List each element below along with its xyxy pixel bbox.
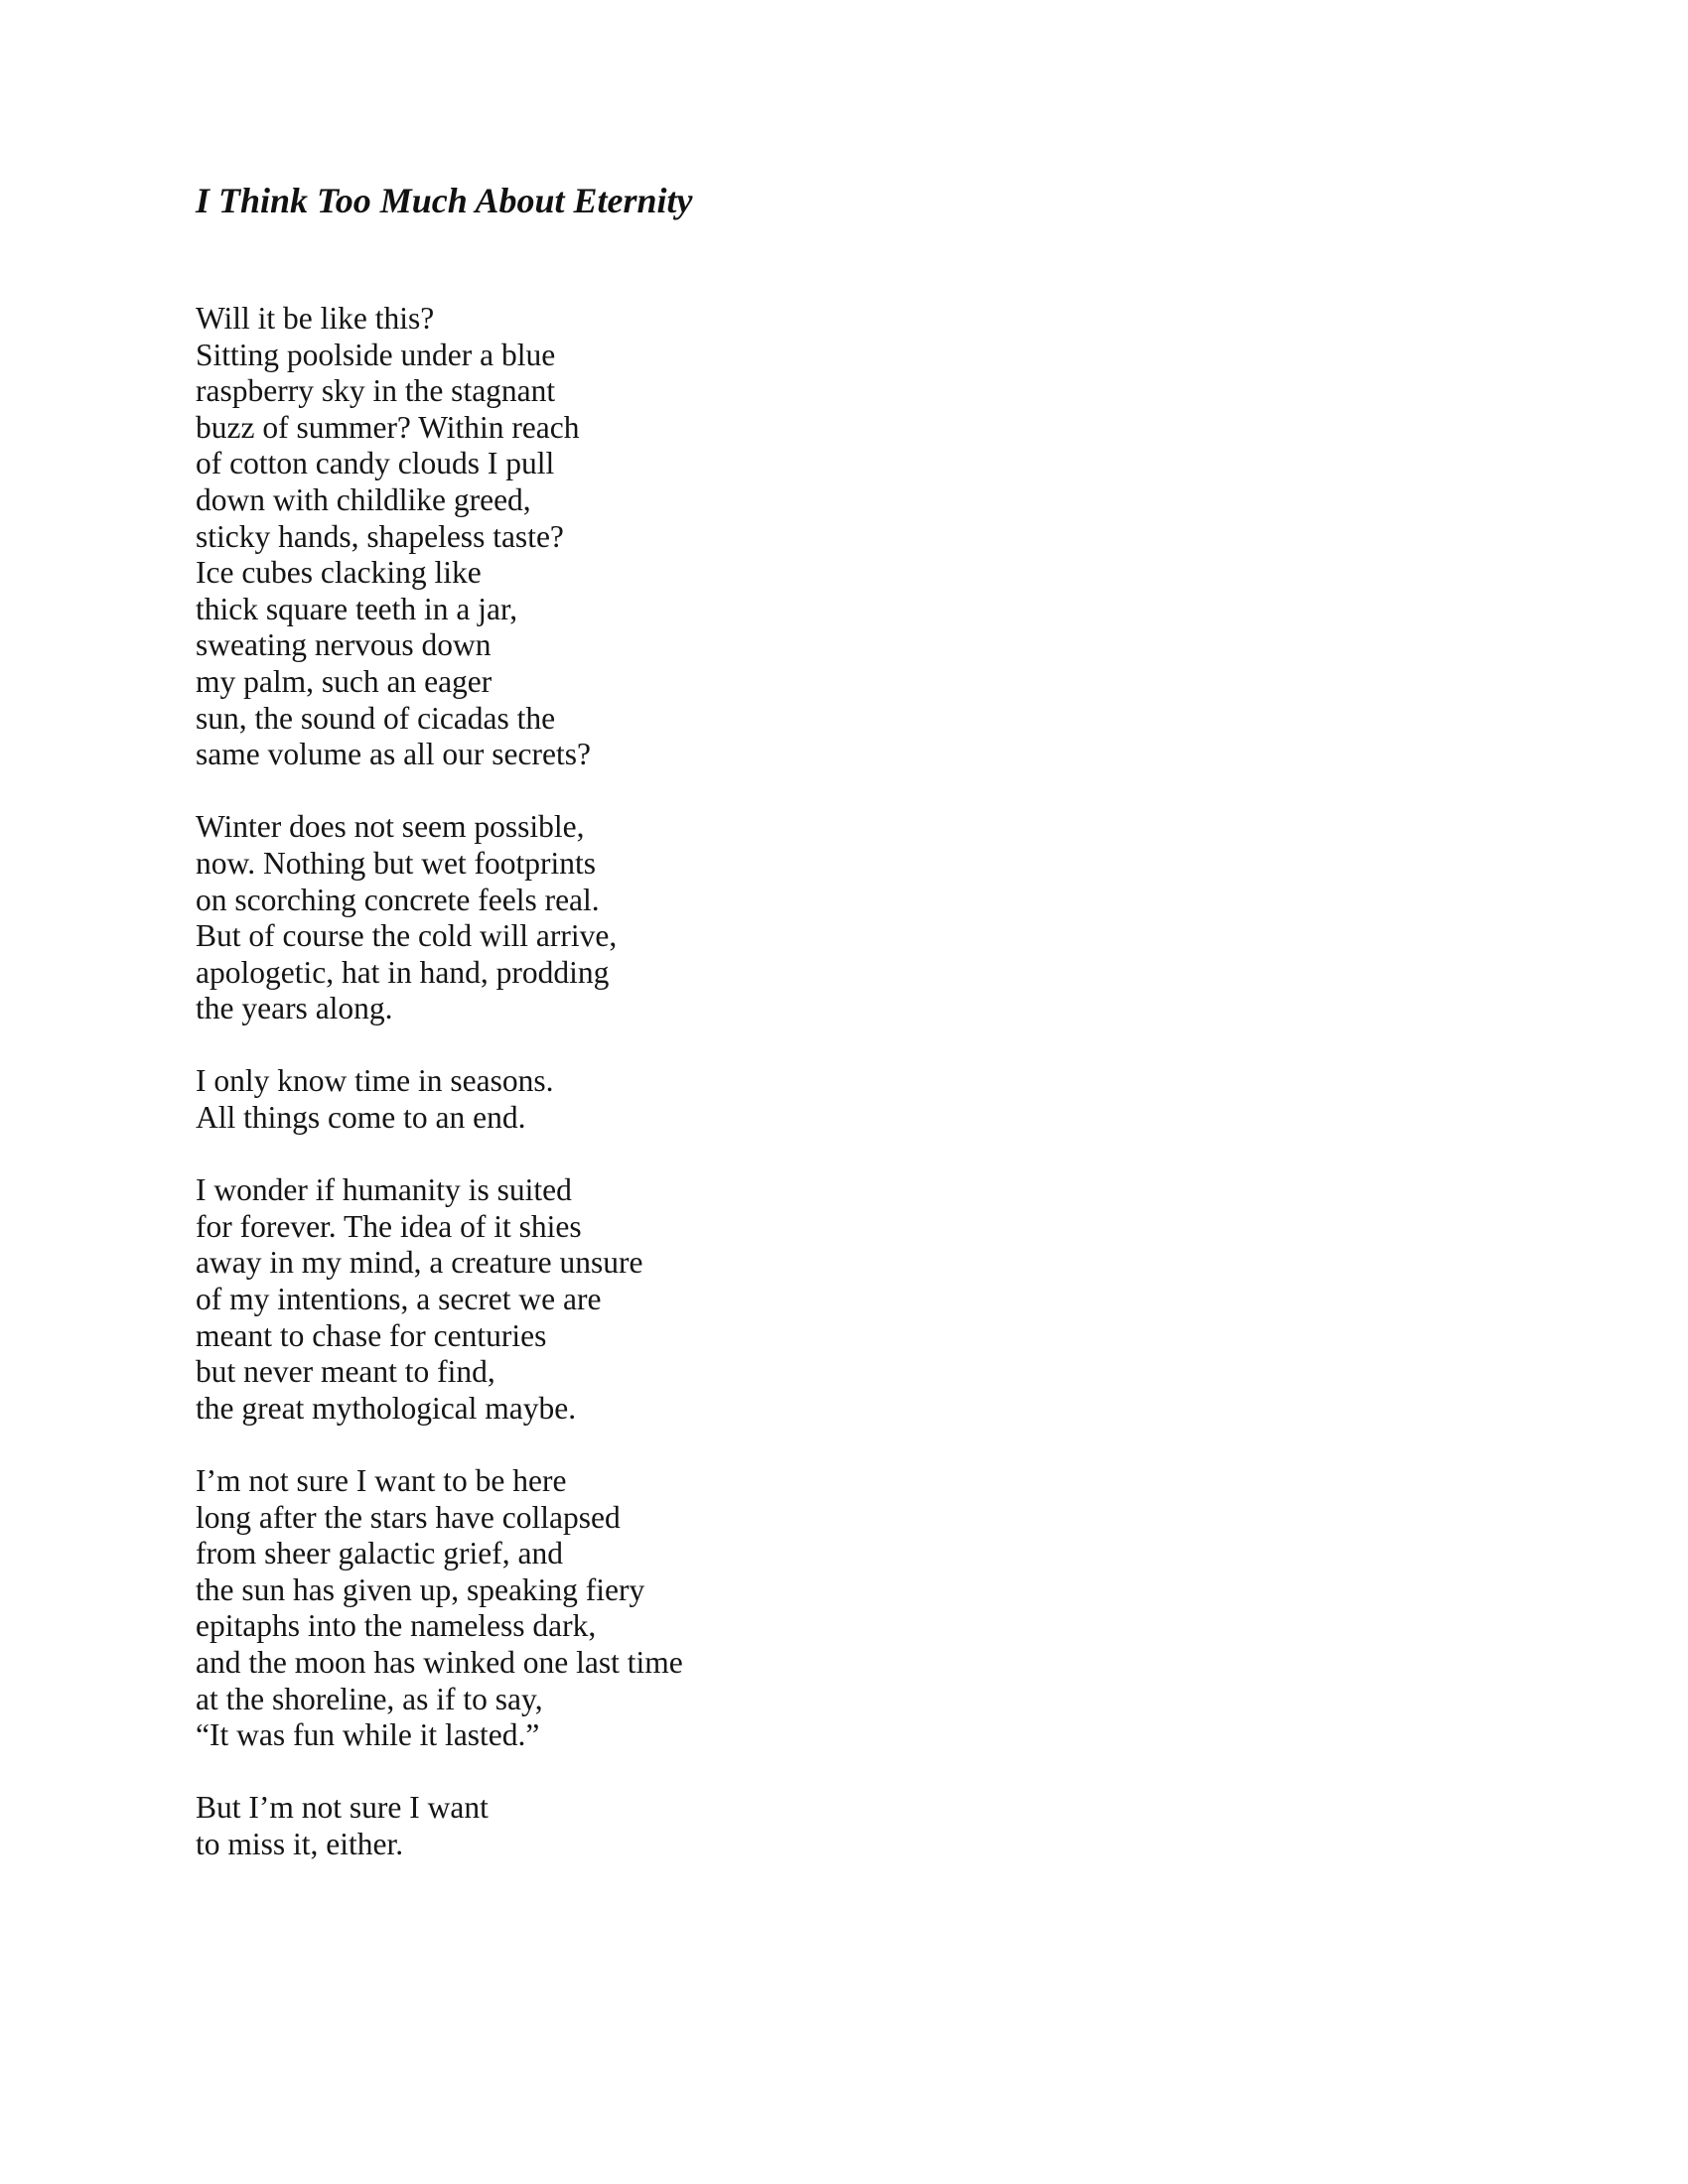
poem-line: and the moon has winked one last time (196, 1644, 683, 1680)
poem-line: the great mythological maybe. (196, 1390, 577, 1426)
poem-line: long after the stars have collapsed (196, 1499, 621, 1535)
poem-line: sun, the sound of cicadas the (196, 700, 556, 736)
poem-title: I Think Too Much About Eternity (196, 181, 693, 220)
poem-line: but never meant to find, (196, 1354, 495, 1390)
poem-line: of my intentions, a secret we are (196, 1282, 602, 1317)
poem-line: I wonder if humanity is suited (196, 1172, 572, 1208)
poem-line: same volume as all our secrets? (196, 737, 591, 772)
poem-line: now. Nothing but wet footprints (196, 845, 597, 881)
stanza (196, 1172, 1089, 1427)
poem-line: the sun has given up, speaking fiery (196, 1571, 645, 1607)
poem-line: Ice cubes clacking like (196, 555, 482, 591)
poem-line: on scorching concrete feels real. (196, 882, 600, 917)
poem-line: Winter does not seem possible, (196, 809, 585, 845)
poem-line: raspberry sky in the stagnant (196, 373, 556, 409)
stanza (196, 809, 1089, 1027)
poem-line: epitaphs into the nameless dark, (196, 1608, 597, 1644)
poem-line: sticky hands, shapeless taste? (196, 518, 564, 554)
poem-line: away in my mind, a creature unsure (196, 1245, 643, 1281)
poem-line: meant to chase for centuries (196, 1317, 547, 1353)
poem-line: Will it be like this? (196, 301, 435, 336)
poem-line: I’m not sure I want to be here (196, 1463, 567, 1498)
poem-line: of cotton candy clouds I pull (196, 446, 555, 481)
poem-line: I only know time in seasons. (196, 1063, 554, 1099)
poem-line: down with childlike greed, (196, 481, 531, 517)
poem-line: Sitting poolside under a blue (196, 337, 556, 372)
poem-line: the years along. (196, 991, 393, 1026)
poem-line: at the shoreline, as if to say, (196, 1681, 543, 1716)
poem-line: buzz of summer? Within reach (196, 409, 580, 445)
poem-line: But I’m not sure I want (196, 1790, 489, 1826)
poem-line: my palm, such an eager (196, 663, 492, 699)
poem-line: to miss it, either. (196, 1826, 404, 1861)
stanza (196, 1463, 1089, 1754)
poem-line: All things come to an end. (196, 1100, 526, 1136)
poem-line: from sheer galactic grief, and (196, 1536, 563, 1571)
stanza (196, 1063, 1089, 1136)
stanza (196, 301, 1089, 773)
poem-line: apologetic, hat in hand, prodding (196, 954, 610, 990)
stanza (196, 1790, 1089, 1862)
poem-body (196, 301, 1089, 1899)
poem-line: But of course the cold will arrive, (196, 918, 618, 954)
poem-line: thick square teeth in a jar, (196, 591, 518, 626)
poem-line: “It was fun while it lasted.” (196, 1717, 540, 1753)
poem-line: sweating nervous down (196, 627, 492, 663)
poem-line: for forever. The idea of it shies (196, 1208, 582, 1244)
